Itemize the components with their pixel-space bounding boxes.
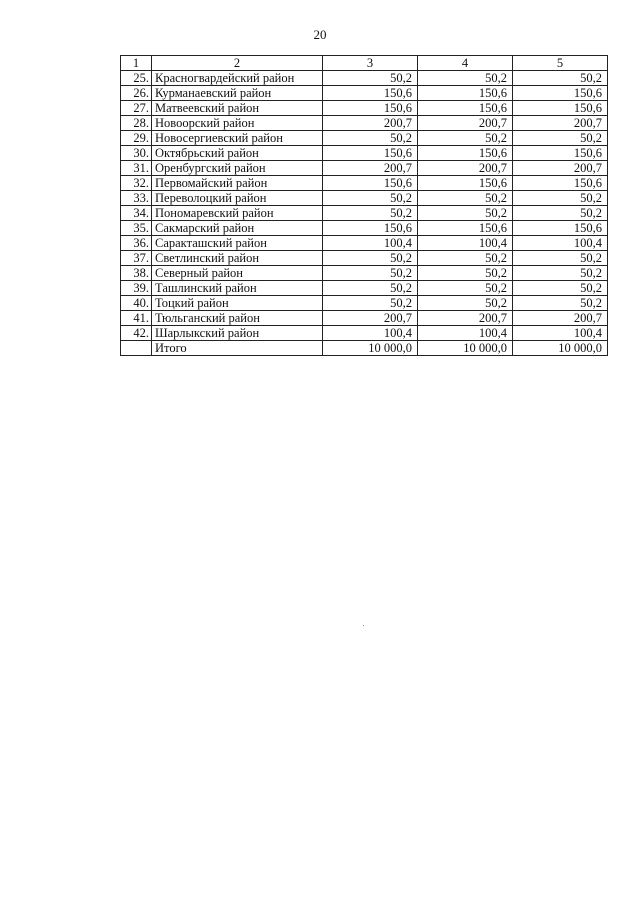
column-4-value-cell: 100,4: [418, 326, 513, 341]
district-name-cell: Сакмарский район: [152, 221, 323, 236]
column-4-value-cell: 10 000,0: [418, 341, 513, 356]
table-row: [121, 101, 608, 116]
header-cell-1: 1: [121, 56, 152, 71]
column-3-value-cell: 50,2: [323, 266, 418, 281]
district-name-cell: Оренбургский район: [152, 161, 323, 176]
header-cell-3: 3: [323, 56, 418, 71]
row-number-cell: 25.: [121, 71, 152, 86]
row-number-cell: 36.: [121, 236, 152, 251]
column-3-value-cell: 150,6: [323, 221, 418, 236]
column-3-value-cell: 50,2: [323, 296, 418, 311]
column-3-value-cell: 50,2: [323, 206, 418, 221]
district-name-cell: Северный район: [152, 266, 323, 281]
row-number-cell: 33.: [121, 191, 152, 206]
column-5-value-cell: 10 000,0: [513, 341, 608, 356]
district-name-cell: Октябрьский район: [152, 146, 323, 161]
column-5-value-cell: 200,7: [513, 161, 608, 176]
column-5-value-cell: 200,7: [513, 116, 608, 131]
row-number-cell: 35.: [121, 221, 152, 236]
column-4-value-cell: 50,2: [418, 251, 513, 266]
column-3-value-cell: 200,7: [323, 311, 418, 326]
column-4-value-cell: 150,6: [418, 221, 513, 236]
column-3-value-cell: 150,6: [323, 101, 418, 116]
column-3-value-cell: 50,2: [323, 191, 418, 206]
column-4-value-cell: 50,2: [418, 281, 513, 296]
row-number-cell: 42.: [121, 326, 152, 341]
column-5-value-cell: 150,6: [513, 176, 608, 191]
column-4-value-cell: 50,2: [418, 296, 513, 311]
district-name-cell: Тюльганский район: [152, 311, 323, 326]
district-name-cell: Итого: [152, 341, 323, 356]
district-name-cell: Новосергиевский район: [152, 131, 323, 146]
table-body: [121, 56, 608, 356]
district-name-cell: Переволоцкий район: [152, 191, 323, 206]
table-row: [121, 191, 608, 206]
column-5-value-cell: 50,2: [513, 281, 608, 296]
column-3-value-cell: 200,7: [323, 116, 418, 131]
table-row: [121, 131, 608, 146]
table-row: [121, 311, 608, 326]
table-row: [121, 161, 608, 176]
header-cell-4: 4: [418, 56, 513, 71]
row-number-cell: 38.: [121, 266, 152, 281]
header-row: [121, 56, 608, 71]
row-number-cell: 27.: [121, 101, 152, 116]
district-name-cell: Курманаевский район: [152, 86, 323, 101]
column-4-value-cell: 150,6: [418, 101, 513, 116]
column-3-value-cell: 50,2: [323, 71, 418, 86]
scan-speck: [363, 625, 364, 626]
district-name-cell: Красногвардейский район: [152, 71, 323, 86]
column-4-value-cell: 50,2: [418, 71, 513, 86]
table-row: [121, 326, 608, 341]
row-number-cell: 29.: [121, 131, 152, 146]
column-5-value-cell: 150,6: [513, 146, 608, 161]
district-name-cell: Светлинский район: [152, 251, 323, 266]
column-3-value-cell: 100,4: [323, 326, 418, 341]
column-3-value-cell: 50,2: [323, 251, 418, 266]
column-4-value-cell: 50,2: [418, 131, 513, 146]
district-name-cell: Саракташский район: [152, 236, 323, 251]
row-number-cell: 41.: [121, 311, 152, 326]
column-4-value-cell: 50,2: [418, 206, 513, 221]
table-row: [121, 251, 608, 266]
district-name-cell: Первомайский район: [152, 176, 323, 191]
page-number: 20: [313, 27, 327, 42]
column-4-value-cell: 50,2: [418, 191, 513, 206]
column-5-value-cell: 200,7: [513, 311, 608, 326]
row-number-cell: 34.: [121, 206, 152, 221]
column-5-value-cell: 100,4: [513, 236, 608, 251]
column-3-value-cell: 150,6: [323, 146, 418, 161]
column-3-value-cell: 50,2: [323, 131, 418, 146]
table-row: [121, 221, 608, 236]
column-5-value-cell: 50,2: [513, 131, 608, 146]
column-3-value-cell: 200,7: [323, 161, 418, 176]
district-name-cell: Матвеевский район: [152, 101, 323, 116]
table-row: [121, 281, 608, 296]
table-row: [121, 206, 608, 221]
header-cell-5: 5: [513, 56, 608, 71]
column-4-value-cell: 200,7: [418, 311, 513, 326]
table-row: [121, 116, 608, 131]
table-row: [121, 296, 608, 311]
total-row: [121, 341, 608, 356]
district-name-cell: Пономаревский район: [152, 206, 323, 221]
column-4-value-cell: 200,7: [418, 161, 513, 176]
table-row: [121, 146, 608, 161]
column-5-value-cell: 50,2: [513, 206, 608, 221]
district-name-cell: Шарлыкский район: [152, 326, 323, 341]
column-5-value-cell: 150,6: [513, 221, 608, 236]
column-5-value-cell: 50,2: [513, 251, 608, 266]
table-row: [121, 236, 608, 251]
allocation-table: [120, 55, 608, 356]
column-3-value-cell: 150,6: [323, 86, 418, 101]
header-cell-2: 2: [152, 56, 323, 71]
row-number-cell: [121, 341, 152, 356]
column-5-value-cell: 50,2: [513, 191, 608, 206]
table-row: [121, 86, 608, 101]
column-3-value-cell: 150,6: [323, 176, 418, 191]
column-4-value-cell: 150,6: [418, 146, 513, 161]
row-number-cell: 37.: [121, 251, 152, 266]
table-row: [121, 266, 608, 281]
column-5-value-cell: 50,2: [513, 296, 608, 311]
row-number-cell: 40.: [121, 296, 152, 311]
column-5-value-cell: 50,2: [513, 71, 608, 86]
district-name-cell: Тоцкий район: [152, 296, 323, 311]
row-number-cell: 32.: [121, 176, 152, 191]
table-row: [121, 71, 608, 86]
column-3-value-cell: 10 000,0: [323, 341, 418, 356]
row-number-cell: 30.: [121, 146, 152, 161]
column-5-value-cell: 100,4: [513, 326, 608, 341]
column-4-value-cell: 100,4: [418, 236, 513, 251]
column-5-value-cell: 50,2: [513, 266, 608, 281]
table-row: [121, 176, 608, 191]
row-number-cell: 31.: [121, 161, 152, 176]
row-number-cell: 26.: [121, 86, 152, 101]
column-3-value-cell: 50,2: [323, 281, 418, 296]
district-name-cell: Ташлинский район: [152, 281, 323, 296]
column-4-value-cell: 200,7: [418, 116, 513, 131]
column-5-value-cell: 150,6: [513, 86, 608, 101]
column-3-value-cell: 100,4: [323, 236, 418, 251]
column-4-value-cell: 50,2: [418, 266, 513, 281]
column-4-value-cell: 150,6: [418, 86, 513, 101]
district-name-cell: Новоорский район: [152, 116, 323, 131]
row-number-cell: 28.: [121, 116, 152, 131]
row-number-cell: 39.: [121, 281, 152, 296]
column-5-value-cell: 150,6: [513, 101, 608, 116]
column-4-value-cell: 150,6: [418, 176, 513, 191]
